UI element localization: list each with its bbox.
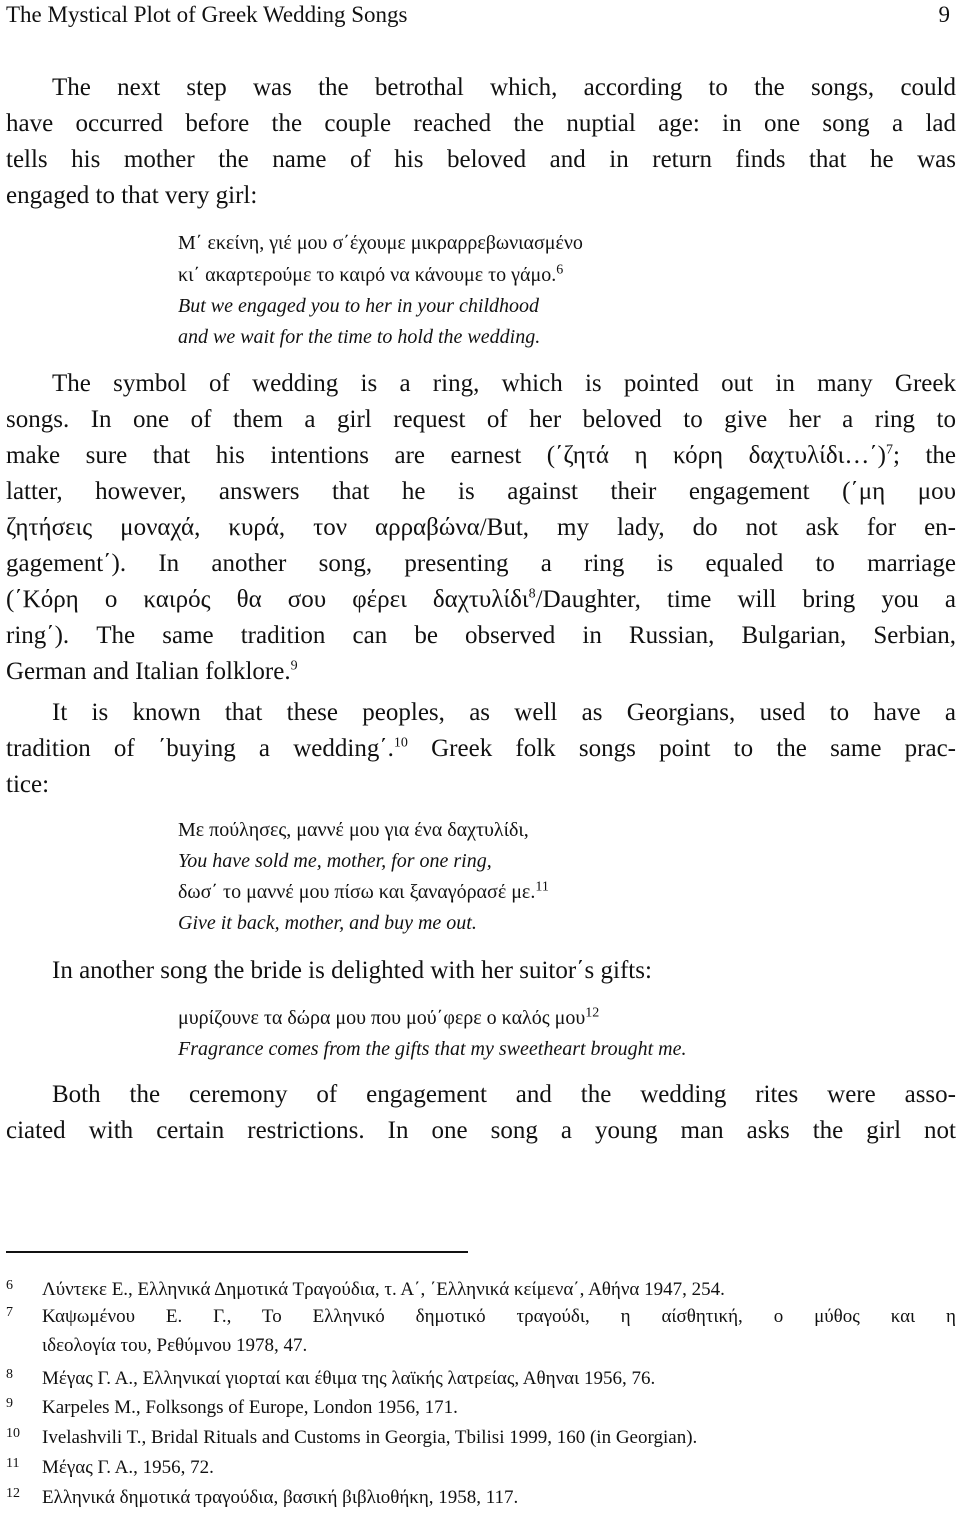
paragraph-line: songs. In one of them a girl request of her beloved to give her a ring to — [6, 406, 956, 433]
verse-translation: But we engaged you to her in your childhood — [178, 295, 540, 317]
footnote-ref: 8 — [528, 586, 536, 602]
paragraph-line: tice: — [6, 771, 50, 798]
verse-line: κι΄ ακαρτερούμε το καιρό να κάνουμε το γάμο.$^6$ — [178, 262, 564, 286]
paragraph-line: tells his mother the name of his beloved and in return finds that he was — [6, 146, 956, 173]
footnote-ref: 11 — [535, 879, 549, 895]
footnote-text: ιδεολογία του, Ρεθύμνου 1978, 47. — [42, 1335, 308, 1356]
footnote-ref: 9 — [290, 658, 298, 674]
footnote-text: Λύντεκε Ε., Ελληνικά Δημοτικά Τραγούδια, τ. Α΄, ΄Ελληνικά κείμενα΄, Αθήνα 1947, 254. — [42, 1279, 725, 1300]
paragraph-line: It is known that these peoples, as well as Georgians, used to have a — [52, 699, 956, 726]
footnote-number: 8 — [6, 1367, 13, 1382]
verse-translation: and we wait for the time to hold the wedding. — [178, 326, 541, 348]
verse-line: δωσ΄ το μαννέ μου πίσω και ξαναγόρασέ με.$^{11}$ — [178, 879, 549, 903]
paragraph-line: make sure that his intentions are earnest (΄ζητά η κόρη δαχτυλίδι…΄)$^7$; the — [6, 442, 956, 469]
paragraph-line: tradition of ΄buying a wedding΄.$^{10}$ Greek folk songs point to the same prac- — [6, 735, 956, 762]
footnote-number: 12 — [6, 1486, 20, 1501]
page-number: 9 — [938, 2, 950, 27]
footnote-number: 11 — [6, 1456, 20, 1471]
paragraph-line: In another song the bride is delighted with her suitor΄s gifts: — [52, 957, 652, 984]
footnote-ref: 7 — [886, 442, 894, 458]
paragraph-line: engaged to that very girl: — [6, 182, 258, 209]
verse-line: Με πούλησες, μαννέ μου για ένα δαχτυλίδι, — [178, 819, 529, 841]
paragraph-line: gagement΄). In another song, presenting a ring is equaled to marriage — [6, 550, 956, 577]
footnote-number: 10 — [6, 1426, 20, 1441]
verse-line: Μ΄ εκείνη, γιέ μου σ΄έχουμε μικραρρεβωνιασμένο — [178, 232, 583, 254]
paragraph-line: ζητήσεις μοναχά, κυρά, τον αρραβώνα/But, my lady, do not ask for en- — [6, 514, 956, 541]
paragraph-line: ring΄). The same tradition can be observed in Russian, Bulgarian, Serbian, — [6, 622, 956, 649]
paragraph-line: The symbol of wedding is a ring, which is pointed out in many Greek — [52, 370, 956, 397]
paragraph-line: latter, however, answers that he is against their engagement (΄μη μου — [6, 478, 956, 505]
running-header — [6, 0, 950, 30]
running-title: The Mystical Plot of Greek Wedding Songs — [6, 2, 408, 27]
paragraph-line: ciated with certain restrictions. In one song a young man asks the girl not — [6, 1117, 956, 1144]
paragraph-line: The next step was the betrothal which, according to the songs, could — [52, 74, 956, 101]
footnote-text: Ελληνικά δημοτικά τραγούδια, βασική βιβλιοθήκη, 1958, 117. — [42, 1487, 519, 1508]
paragraph-line: Both the ceremony of engagement and the wedding rites were asso- — [52, 1081, 956, 1108]
footnote-number: 7 — [6, 1305, 13, 1320]
footnote-text: Ivelashvili T., Bridal Rituals and Customs in Georgia, Tbilisi 1999, 160 (in Georgian). — [42, 1427, 698, 1448]
footnote-text: Karpeles M., Folksongs of Europe, London 1956, 171. — [42, 1397, 458, 1418]
footnote-separator — [6, 1251, 468, 1253]
footnote-number: 6 — [6, 1278, 13, 1293]
footnote-text: Μέγας Γ. Α., 1956, 72. — [42, 1457, 214, 1478]
verse-line: μυρίζουνε τα δώρα μου που μού΄φερε ο καλός μου$^{12}$ — [178, 1005, 600, 1029]
footnote-text: Μέγας Γ. Α., Ελληνικαί γιορταί και έθιμα της λαϊκής λατρείας, Αθηναι 1956, 76. — [42, 1368, 656, 1389]
verse-translation: Give it back, mother, and buy me out. — [178, 912, 477, 934]
footnote-ref: 10 — [393, 735, 408, 751]
footnote-ref: 6 — [556, 262, 564, 278]
footnote-ref: 12 — [585, 1005, 600, 1021]
verse-translation: You have sold me, mother, for one ring, — [178, 850, 492, 872]
paragraph-line: German and Italian folklore.$^9$ — [6, 658, 298, 685]
paragraph-line: have occurred before the couple reached the nuptial age: in one song a lad — [6, 110, 956, 137]
paragraph-line: (΄Κόρη ο καιρός θα σου φέρει δαχτυλίδι$^8$/Daughter, time will bring you a — [6, 586, 957, 613]
verse-translation: Fragrance comes from the gifts that my sweetheart brought me. — [178, 1038, 687, 1060]
footnote-text: Καψωμένου Ε. Γ., Το Ελληνικό δημοτικό τραγούδι, η αίσθητική, ο μύθος και η — [42, 1306, 956, 1327]
footnote-number: 9 — [6, 1396, 13, 1411]
